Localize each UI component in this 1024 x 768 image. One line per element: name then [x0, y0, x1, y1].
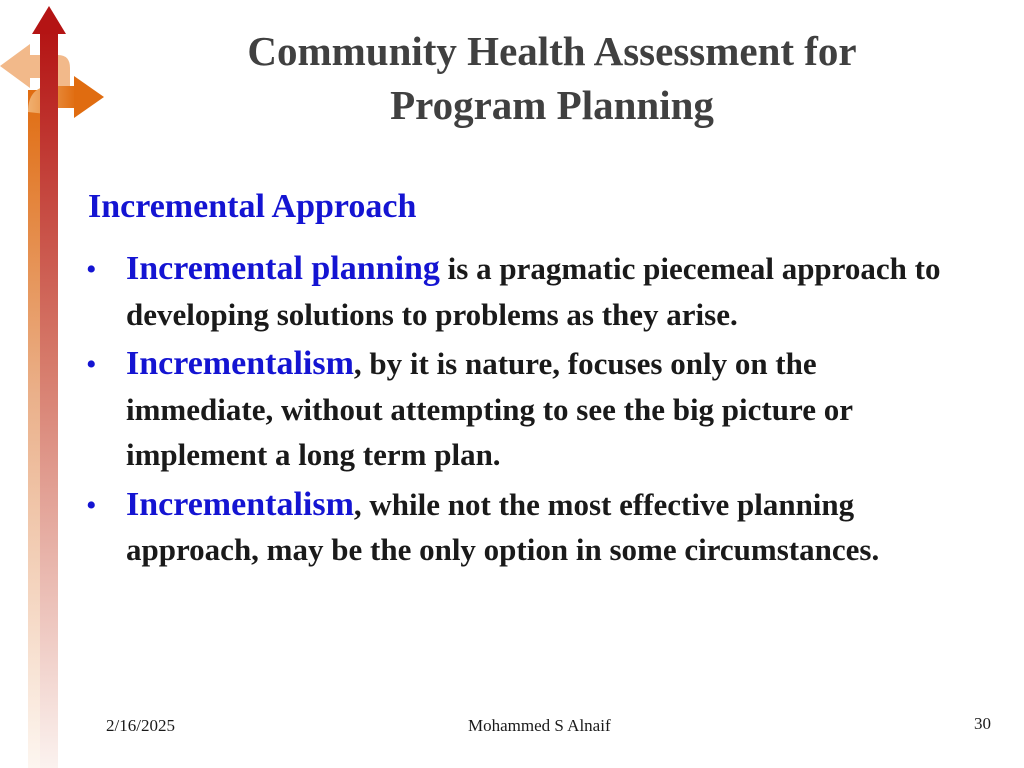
bullet-item	[86, 246, 966, 337]
footer-date: 2/16/2025	[106, 716, 175, 735]
bullet-term: Incrementalism	[126, 345, 354, 382]
bullet-glyph: •	[86, 253, 97, 286]
bullet-body: is a pragmatic piecemeal approach to developing solutions to problems as they arise.	[126, 251, 941, 332]
bullet-item	[86, 341, 966, 478]
bullet-body: , while not the most effective planning approach, may be the only option in some circumstances.	[126, 486, 880, 567]
title-line-1: Community Health Assessment for	[247, 28, 857, 74]
bullet-list	[86, 246, 966, 577]
title-line-2: Program Planning	[390, 82, 714, 128]
bullet-text	[126, 341, 966, 478]
bullet-text	[126, 246, 966, 337]
section-heading: Incremental Approach	[88, 188, 417, 225]
footer-author: Mohammed S Alnaif	[468, 716, 611, 735]
up-arrow-icon	[32, 6, 66, 34]
red-bar	[40, 30, 58, 768]
bullet-glyph: •	[86, 488, 97, 522]
page-number: 30	[974, 714, 991, 733]
bullet-term: Incremental planning	[126, 250, 440, 287]
bullet-term: Incrementalism	[126, 485, 354, 523]
slide-title	[160, 24, 944, 132]
bullet-body: , by it is nature, focuses only on the immediate, without attempting to see the big picture or implement a long term plan.	[126, 346, 853, 472]
bullet-item	[86, 482, 966, 573]
bullet-glyph: •	[86, 348, 97, 381]
bullet-text	[126, 482, 966, 573]
